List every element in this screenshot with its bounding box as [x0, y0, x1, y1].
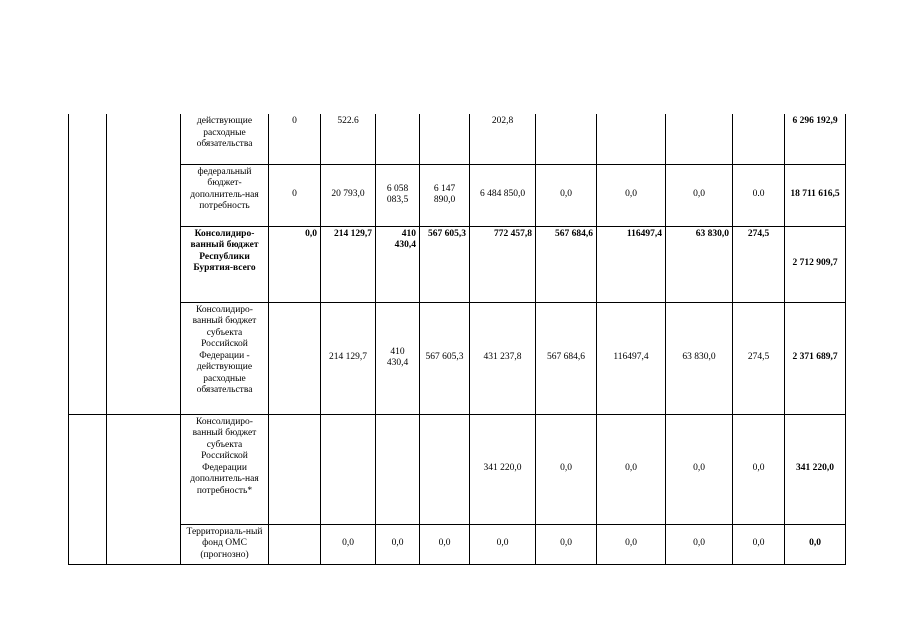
cell-value: 0,0 — [597, 414, 666, 524]
cell-value — [269, 414, 321, 524]
cell-value: 567 684,6 — [536, 302, 597, 414]
cell-value: 214 129,7 — [321, 226, 376, 302]
cell-value: 567 684,6 — [536, 226, 597, 302]
cell-value: 6 147 890,0 — [420, 164, 470, 226]
budget-table — [68, 114, 846, 565]
table-row — [69, 414, 846, 524]
cell-value: 0,0 — [470, 524, 536, 564]
cell-value: 0,0 — [666, 414, 733, 524]
cell-value — [269, 302, 321, 414]
row-description: действующие расходные обязательства — [181, 114, 269, 164]
cell-value — [376, 114, 420, 164]
cell-value: 116497,4 — [597, 302, 666, 414]
cell-value: 431 237,8 — [470, 302, 536, 414]
cell-value: 772 457,8 — [470, 226, 536, 302]
row-description: Консолидиро-ванный бюджет субъекта Российской Федерации - действующие расходные обязательства — [181, 302, 269, 414]
cell-value: 0,0 — [733, 524, 785, 564]
cell-value — [597, 114, 666, 164]
cell-value: 116497,4 — [597, 226, 666, 302]
cell-value: 410 430,4 — [376, 302, 420, 414]
cell-value: 0,0 — [536, 524, 597, 564]
cell-value: 20 793,0 — [321, 164, 376, 226]
row-total: 2 712 909,7 — [785, 226, 846, 302]
cell-value — [733, 114, 785, 164]
cell-value — [420, 114, 470, 164]
table-row — [69, 114, 846, 164]
cell-value: 0,0 — [597, 164, 666, 226]
cell-value: 567 605,3 — [420, 302, 470, 414]
cell-value: 0.0 — [733, 164, 785, 226]
cell-value: 0,0 — [536, 414, 597, 524]
cell-value: 214 129,7 — [321, 302, 376, 414]
program-name-cell — [107, 114, 181, 414]
cell-value: 0,0 — [269, 226, 321, 302]
row-total: 341 220,0 — [785, 414, 846, 524]
cell-value: 0,0 — [420, 524, 470, 564]
cell-value: 410 430,4 — [376, 226, 420, 302]
cell-value — [420, 414, 470, 524]
cell-value — [321, 414, 376, 524]
cell-value: 567 605,3 — [420, 226, 470, 302]
cell-value: 0,0 — [666, 524, 733, 564]
table-row — [69, 524, 846, 564]
cell-value: 63 830,0 — [666, 226, 733, 302]
program-name-cell — [107, 414, 181, 564]
row-total: 18 711 616,5 — [785, 164, 846, 226]
cell-value: 0,0 — [733, 414, 785, 524]
cell-value: 274,5 — [733, 226, 785, 302]
cell-value: 0,0 — [666, 164, 733, 226]
row-description: Консолидиро-ванный бюджет Республики Бурятия-всего — [181, 226, 269, 302]
cell-value: 0,0 — [321, 524, 376, 564]
cell-value: 0,0 — [597, 524, 666, 564]
row-description: Территориаль-ный фонд ОМС (прогнозно) — [181, 524, 269, 564]
cell-value — [536, 114, 597, 164]
cell-value: 341 220,0 — [470, 414, 536, 524]
cell-value: 202,8 — [470, 114, 536, 164]
table-row — [69, 226, 846, 302]
table-row — [69, 164, 846, 226]
cell-value: 522.6 — [321, 114, 376, 164]
cell-value: 6 058 083,5 — [376, 164, 420, 226]
cell-value: 6 484 850,0 — [470, 164, 536, 226]
program-number-cell — [69, 414, 107, 564]
cell-value — [269, 524, 321, 564]
cell-value: 0,0 — [376, 524, 420, 564]
row-total: 2 371 689,7 — [785, 302, 846, 414]
row-total: 0,0 — [785, 524, 846, 564]
row-description: Консолидиро-ванный бюджет субъекта Российской Федерации дополнитель-ная потребность* — [181, 414, 269, 524]
row-description: федеральный бюджет-дополнитель-ная потребность — [181, 164, 269, 226]
cell-value: 0,0 — [536, 164, 597, 226]
cell-value: 0 — [269, 164, 321, 226]
table-row — [69, 302, 846, 414]
cell-value: 63 830,0 — [666, 302, 733, 414]
cell-value: 274,5 — [733, 302, 785, 414]
cell-value — [376, 414, 420, 524]
program-number-cell — [69, 114, 107, 414]
cell-value: 0 — [269, 114, 321, 164]
row-total: 6 296 192,9 — [785, 114, 846, 164]
cell-value — [666, 114, 733, 164]
